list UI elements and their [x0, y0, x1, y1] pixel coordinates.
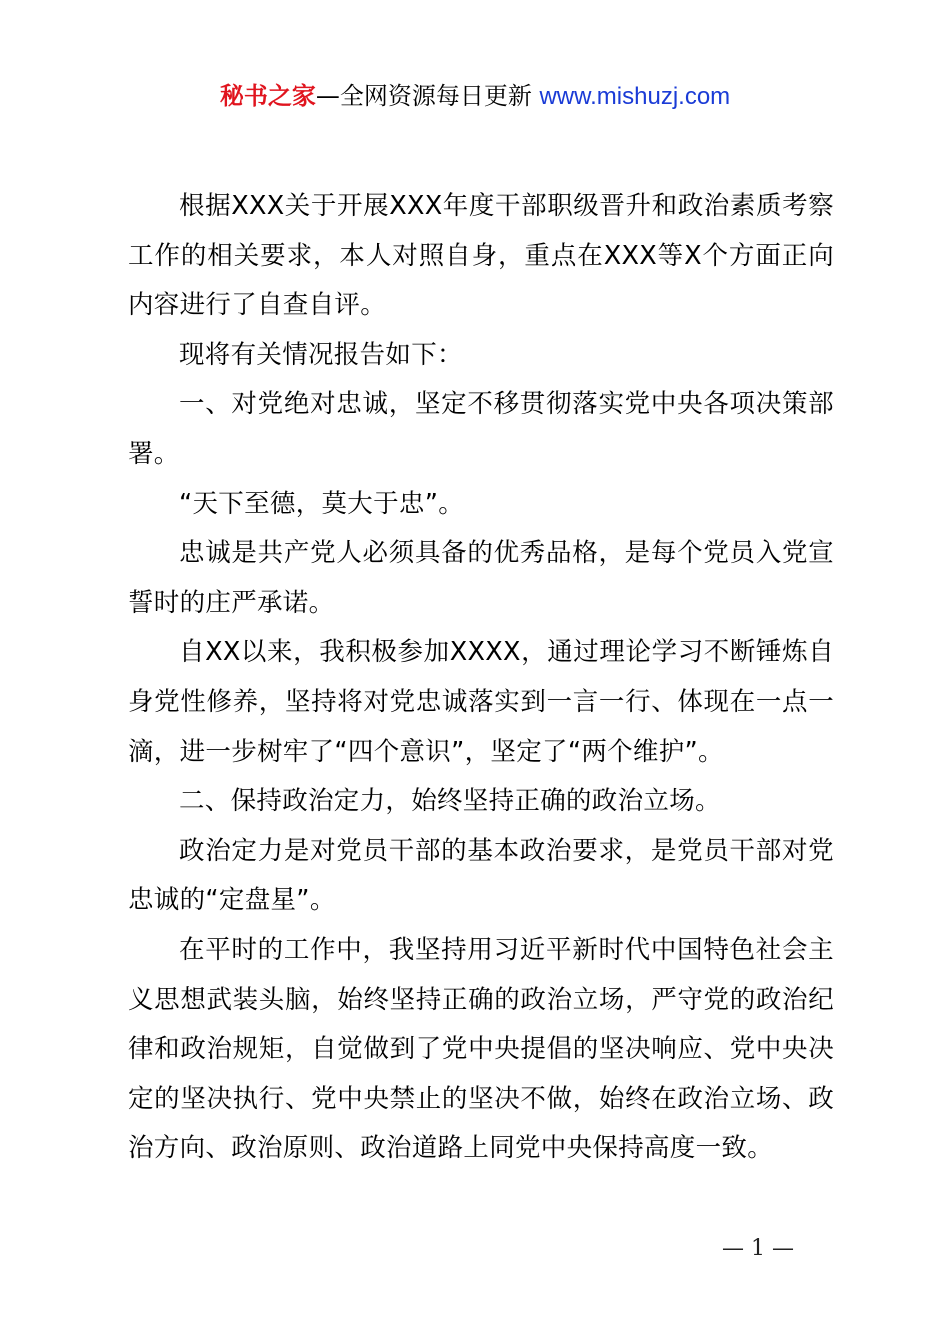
- paragraph-intro: 根据XXX关于开展XXX年度干部职级晋升和政治素质考察工作的相关要求，本人对照自身，重点在XXX等X个方面正向内容进行了自查自评。: [128, 191, 834, 321]
- paragraph-practice: 自XX以来，我积极参加XXXX，通过理论学习不断锤炼自身党性修养，坚持将对党忠诚落实到一言一行、体现在一点一滴，进一步树牢了“四个意识”，坚定了“两个维护”。: [128, 637, 834, 767]
- paragraph-daily-work: 在平时的工作中，我坚持用习近平新时代中国特色社会主义思想武装头脑，始终坚持正确的政治立场，严守党的政治纪律和政治规矩，自觉做到了党中央提倡的坚决响应、党中央决定的坚决执行、党中央禁止的坚决不做，始终在政治立场、政治方向、政治原则、政治道路上同党中央保持高度一致。: [128, 934, 834, 1164]
- brand-name: 秘书之家: [219, 82, 316, 110]
- page-header: [0, 78, 950, 115]
- paragraph-report-lead: 现将有关情况报告如下：: [179, 339, 463, 370]
- paragraph-political-resolve: 政治定力是对党员干部的基本政治要求，是党员干部对党忠诚的“定盘星”。: [128, 835, 834, 916]
- page-number: — 1 —: [722, 1236, 794, 1261]
- header-tagline: —全网资源每日更新: [315, 82, 532, 110]
- section-heading-1: 一、对党绝对忠诚，坚定不移贯彻落实党中央各项决策部署。: [128, 389, 834, 469]
- document-body: [128, 182, 834, 1174]
- site-url-link[interactable]: www.mishuzj.com: [539, 83, 731, 110]
- paragraph-quote: “天下至德，莫大于忠”。: [179, 488, 465, 519]
- section-heading-2: 二、保持政治定力，始终坚持正确的政治立场。: [179, 786, 721, 817]
- paragraph-loyalty: 忠诚是共产党人必须具备的优秀品格，是每个党员入党宣誓时的庄严承诺。: [128, 538, 834, 618]
